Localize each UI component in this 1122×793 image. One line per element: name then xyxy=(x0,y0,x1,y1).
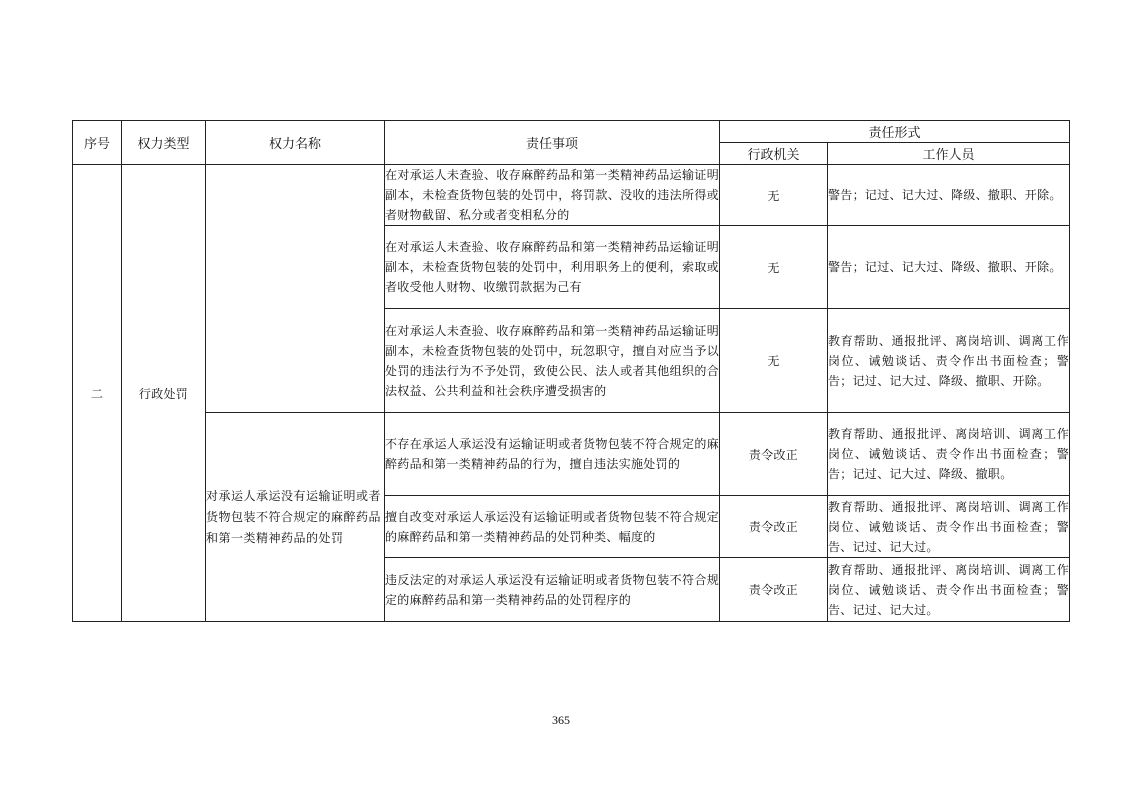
admin-organ-cell: 无 xyxy=(720,309,828,413)
page-number: 365 xyxy=(552,713,570,727)
header-responsibility-item: 责任事项 xyxy=(385,121,720,165)
header-staff: 工作人员 xyxy=(828,143,1070,165)
staff-cell: 教育帮助、通报批评、离岗培训、调离工作岗位、诫勉谈话、责令作出书面检查；警告、记过、记大过。 xyxy=(828,558,1070,622)
header-admin-organ: 行政机关 xyxy=(720,143,828,165)
power-type-cell: 行政处罚 xyxy=(122,165,206,622)
responsibility-item-cell: 不存在承运人承运没有运输证明或者货物包装不符合规定的麻醉药品和第一类精神药品的行为，擅自违法实施处罚的 xyxy=(385,413,720,496)
staff-cell: 教育帮助、通报批评、离岗培训、调离工作岗位、诫勉谈话、责令作出书面检查；警告；记过、记大过、降级、撤职、开除。 xyxy=(828,309,1070,413)
table-row xyxy=(73,165,1070,226)
admin-organ-cell: 责令改正 xyxy=(720,413,828,496)
responsibility-item-cell: 违反法定的对承运人承运没有运输证明或者货物包装不符合规定的麻醉药品和第一类精神药品的处罚程序的 xyxy=(385,558,720,622)
responsibility-item-cell: 在对承运人未查验、收存麻醉药品和第一类精神药品运输证明副本，未检查货物包装的处罚中，将罚款、没收的违法所得或者财物截留、私分或者变相私分的 xyxy=(385,165,720,226)
header-responsibility-form: 责任形式 xyxy=(720,121,1070,143)
staff-cell: 警告；记过、记大过、降级、撤职、开除。 xyxy=(828,226,1070,309)
responsibility-table xyxy=(72,120,1070,622)
responsibility-item-cell: 在对承运人未查验、收存麻醉药品和第一类精神药品运输证明副本，未检查货物包装的处罚中，玩忽职守，擅自对应当予以处罚的违法行为不予处罚，致使公民、法人或者其他组织的合法权益、公共利益和社会秩序遭受损害的 xyxy=(385,309,720,413)
seq-cell: 二 xyxy=(73,165,122,622)
header-seq: 序号 xyxy=(73,121,122,165)
responsibility-item-cell: 在对承运人未查验、收存麻醉药品和第一类精神药品运输证明副本，未检查货物包装的处罚中，利用职务上的便利，索取或者收受他人财物、收缴罚款据为己有 xyxy=(385,226,720,309)
staff-cell: 教育帮助、通报批评、离岗培训、调离工作岗位、诫勉谈话、责令作出书面检查；警告；记过、记大过、降级、撤职。 xyxy=(828,413,1070,496)
staff-cell: 教育帮助、通报批评、离岗培训、调离工作岗位、诫勉谈话、责令作出书面检查；警告、记过、记大过。 xyxy=(828,496,1070,558)
staff-cell: 警告；记过、记大过、降级、撤职、开除。 xyxy=(828,165,1070,226)
admin-organ-cell: 责令改正 xyxy=(720,558,828,622)
admin-organ-cell: 无 xyxy=(720,226,828,309)
table-row xyxy=(73,413,1070,496)
header-power-name: 权力名称 xyxy=(206,121,385,165)
admin-organ-cell: 责令改正 xyxy=(720,496,828,558)
responsibility-item-cell: 擅自改变对承运人承运没有运输证明或者货物包装不符合规定的麻醉药品和第一类精神药品的处罚种类、幅度的 xyxy=(385,496,720,558)
admin-organ-cell: 无 xyxy=(720,165,828,226)
header-power-type: 权力类型 xyxy=(122,121,206,165)
power-name-cell-empty xyxy=(206,165,385,413)
power-name-cell: 对承运人承运没有运输证明或者货物包装不符合规定的麻醉药品和第一类精神药品的处罚 xyxy=(206,413,385,622)
